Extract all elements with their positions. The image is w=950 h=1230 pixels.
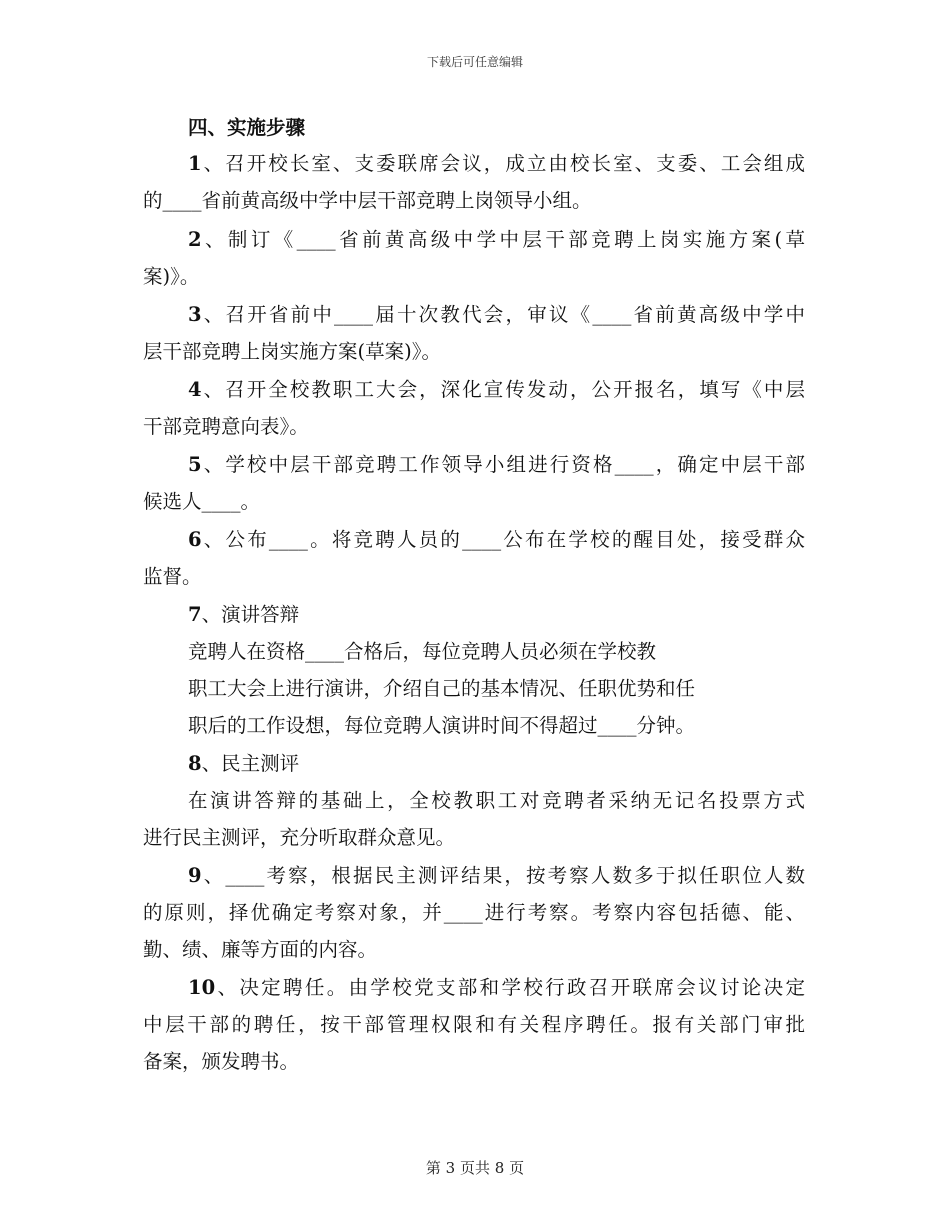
step-4-line-1: 4、召开全校教职工大会，深化宣传发动，公开报名，填写《中层 <box>188 378 805 401</box>
step-3-line-1: 3、召开省前中____届十次教代会，审议《____省前黄高级中学中 <box>188 303 805 326</box>
step-8-line-2: 进行民主测评，充分听取群众意见。 <box>143 826 456 849</box>
step-6-line-2: 监督。 <box>143 565 202 588</box>
step-2-line-1: 2、制订《____省前黄高级中学中层干部竞聘上岗实施方案(草 <box>188 228 805 251</box>
step-10-line-3: 备案，颁发聘书。 <box>143 1050 300 1073</box>
step-8-line-1: 在演讲答辩的基础上，全校教职工对竞聘者采纳无记名投票方式 <box>188 789 805 812</box>
step-7-line-3: 职后的工作设想，每位竞聘人演讲时间不得超过____分钟。 <box>188 714 696 737</box>
step-7-line-2: 职工大会上进行演讲，介绍自己的基本情况、任职优势和任 <box>188 677 696 700</box>
step-7-line-1: 竞聘人在资格____合格后，每位竞聘人员必须在学校教 <box>188 640 657 663</box>
page-footer: 第 3 页共 8 页 <box>425 1159 525 1177</box>
step-7-heading: 7、演讲答辩 <box>188 603 300 626</box>
section-title: 四、实施步骤 <box>188 116 306 139</box>
step-9-line-1: 9、____考察，根据民主测评结果，按考察人数多于拟任职位人数 <box>188 864 805 887</box>
step-2-line-2: 案)》。 <box>143 265 200 288</box>
step-8-heading: 8、民主测评 <box>188 752 300 775</box>
page-header: 下载后可任意编辑 <box>426 55 523 69</box>
step-5-line-2: 候选人____。 <box>143 490 261 513</box>
step-1-line-1: 1、召开校长室、支委联席会议，成立由校长室、支委、工会组成 <box>188 152 805 175</box>
step-5-line-1: 5、学校中层干部竞聘工作领导小组进行资格____，确定中层干部 <box>188 453 805 476</box>
step-4-line-2: 干部竞聘意向表》。 <box>143 415 309 438</box>
step-6-line-1: 6、公布____。将竞聘人员的____公布在学校的醒目处，接受群众 <box>188 528 805 551</box>
step-10-line-1: 10、决定聘任。由学校党支部和学校行政召开联席会议讨论决定 <box>188 976 805 999</box>
step-1-line-2: 的____省前黄高级中学中层干部竞聘上岗领导小组。 <box>143 189 592 212</box>
step-9-line-3: 勤、绩、廉等方面的内容。 <box>143 938 378 961</box>
step-9-line-2: 的原则，择优确定考察对象，并____进行考察。考察内容包括德、能、 <box>143 901 805 924</box>
step-3-line-2: 层干部竞聘上岗实施方案(草案)》。 <box>143 340 441 363</box>
step-10-line-2: 中层干部的聘任，按干部管理权限和有关程序聘任。报有关部门审批 <box>143 1013 805 1036</box>
